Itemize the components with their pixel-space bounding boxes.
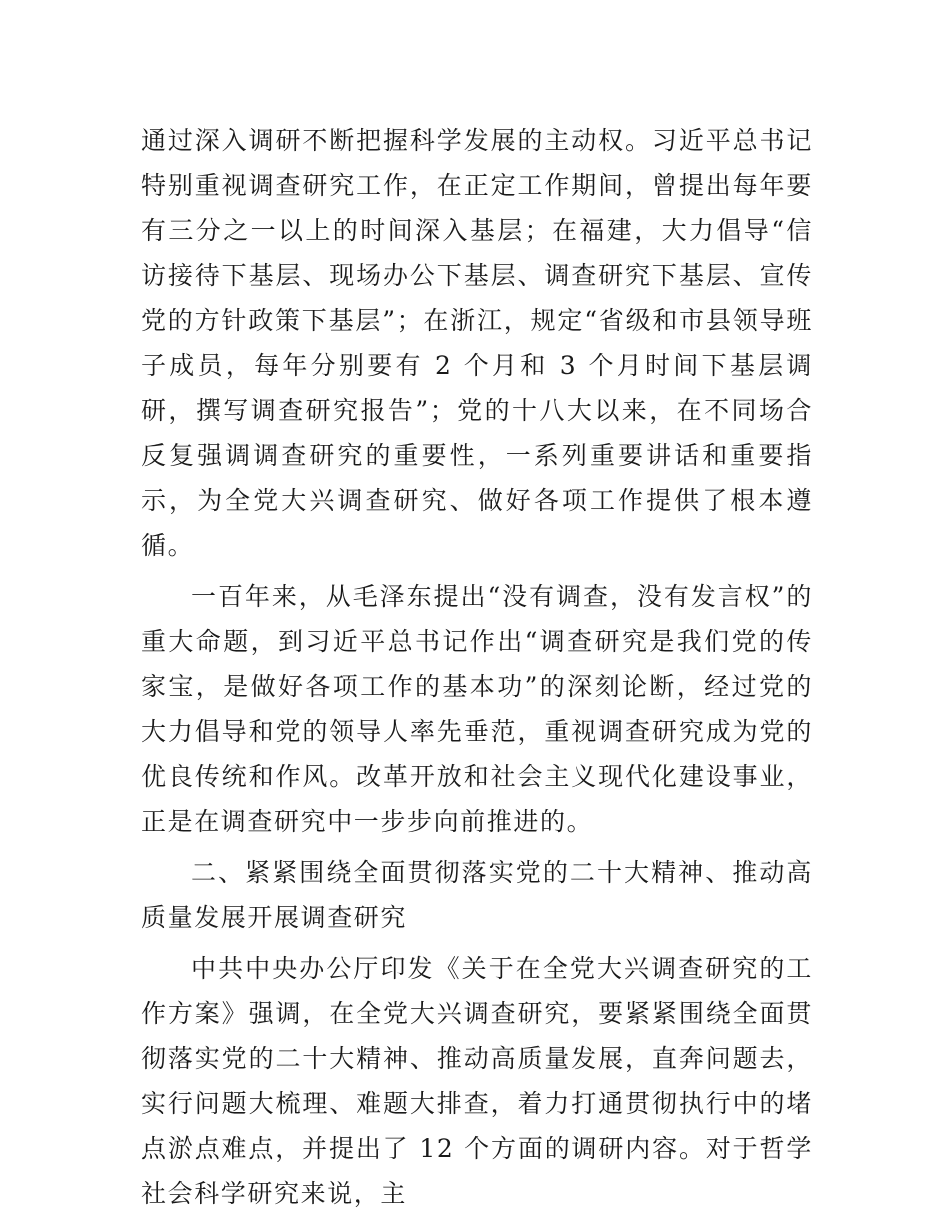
section-heading: 二、紧紧围绕全面贯彻落实党的二十大精神、推动高质量发展开展调查研究 [141, 858, 813, 932]
paragraph-work-plan: 中共中央办公厅印发《关于在全党大兴调查研究的工作方案》强调，在全党大兴调查研究，要紧紧围绕全面贯彻落实党的二十大精神、推动高质量发展，直奔问题去，实行问题大梳理、难题大排查，着力打通贯彻执行中的堵点淤点难点，并提出了 12 个方面的调研内容。对于哲学社会科学研究来说，主 [141, 954, 813, 1208]
document-body [141, 118, 813, 1216]
paragraph-continuation: 通过深入调研不断把握科学发展的主动权。习近平总书记特别重视调查研究工作，在正定工作期间，曾提出每年要有三分之一以上的时间深入基层；在福建，大力倡导“信访接待下基层、现场办公下基层、调查研究下基层、宣传党的方针政策下基层”；在浙江，规定“省级和市县领导班子成员，每年分别要有 2 个月和 3 个月时间下基层调研，撰写调查研究报告”；党的十八大以来，在不同场合反复强调调查研究的重要性，一系列重要讲话和重要指示，为全党大兴调查研究、做好各项工作提供了根本遵循。 [141, 126, 813, 560]
paragraph-history: 一百年来，从毛泽东提出“没有调查，没有发言权”的重大命题，到习近平总书记作出“调查研究是我们党的传家宝，是做好各项工作的基本功”的深刻论断，经过党的大力倡导和党的领导人率先垂范，重视调查研究成为党的优良传统和作风。改革开放和社会主义现代化建设事业，正是在调查研究中一步步向前推进的。 [141, 582, 813, 836]
